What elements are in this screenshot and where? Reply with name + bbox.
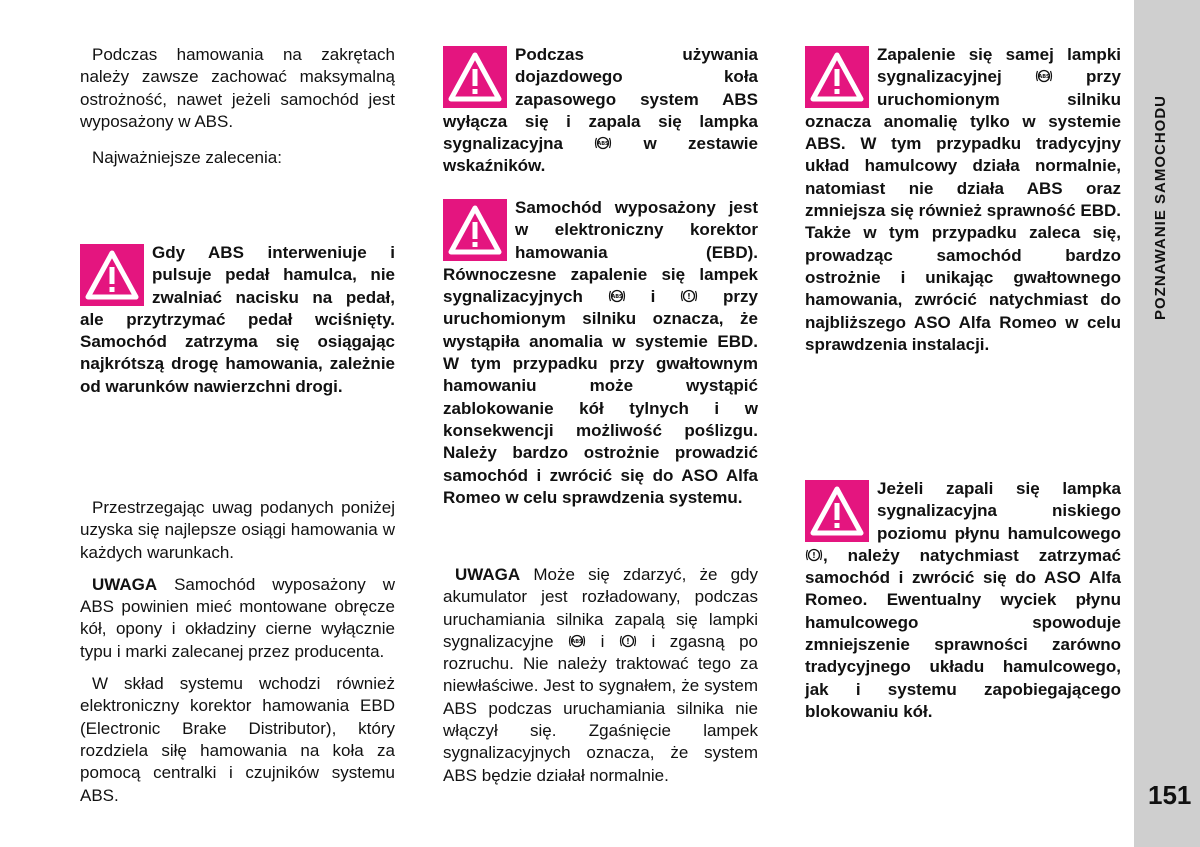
brake-indicator-icon [619, 633, 637, 649]
paragraph-ebd: W skład systemu wchodzi również elektroniczny korektor hamowania EBD (Electronic Brake Distributor), który rozdziela siłę hamowania na koła za pomocą centralki i czujników systemu ABS. [80, 674, 395, 805]
note-paragraph [80, 574, 395, 663]
column-1-lower [80, 497, 395, 807]
abs-indicator-icon [594, 135, 612, 151]
warning-text: Jeżeli zapali się lampka sygnalizacyjna niskiego poziomu płynu hamulcowego [877, 479, 1121, 543]
warning-abs-pedal [80, 242, 395, 398]
warning-text: Podczas używania dojazdowego koła zapasowego system ABS wyłącza się i zapala się lampka sygnalizacyjna [443, 45, 758, 154]
section-title: POZNAWANIE SAMOCHODU [1152, 94, 1169, 320]
paragraph-observing-notes: Przestrzegając uwag podanych poniżej uzyska się najlepsze osiągi hamowania w każdych warunkach. [80, 498, 395, 562]
note-text-end: i zgasną po rozruchu. Nie należy traktować tego za niewłaściwe. Jest to sygnałem, że system ABS podczas uruchamiania silnika nie włączył się. Zgaśnięcie lampek sygnalizacyjnych oznacza, że system ABS będzie działał normalnie. [443, 631, 758, 785]
warning-text: Samochód wyposażony jest w elektroniczny korektor hamowania (EBD). Równoczesne zapalenie się lampek sygnalizacyjnych [443, 198, 758, 307]
brake-indicator-label: ! [687, 292, 691, 302]
warning-triangle-icon [443, 199, 507, 261]
page-number: 151 [1148, 780, 1192, 810]
warning-abs-only [805, 44, 1121, 356]
abs-indicator-icon [1035, 68, 1053, 84]
warning-text: Zapalenie się samej lampki sygnalizacyjnej [877, 45, 1121, 87]
paragraph-braking-in-turns: Podczas hamowania na zakrętach należy zawsze zachować maksymalną ostrożność, nawet jeżeli samochód jest wyposażony w ABS. [80, 45, 395, 131]
note-label: UWAGA [92, 574, 158, 594]
brake-indicator-label: ! [626, 636, 630, 646]
warning-triangle-icon [805, 46, 869, 108]
abs-indicator-label: ABS [597, 141, 609, 148]
warning-text-end: przy uruchomionym silniku oznacza, że wystąpiła anomalia w systemie EBD. W tym przypadku przy gwałtownym hamowaniu może wystąpić zablokowanie kół tylnych i w konsekwencji możliwość poślizgu. Należy bardzo ostrożnie prowadzić samochód i zwrócić się do ASO Alfa Romeo w celu sprawdzenia systemu. [443, 287, 758, 507]
warning-text-end: przy uruchomionym silniku oznacza anomalię tylko w systemie ABS. W tym przypadku tradycyjny układ hamulcowy działa normalnie, natomiast nie działa ABS oraz zmniejsza się również sprawność EBD. Także w tym przypadku zaleca się, prowadząc samochód bardzo ostrożnie i unikając gwałtownego hamowania, zwrócić natychmiast do najbliższego ASO Alfa Romeo w celu sprawdzenia instalacji. [805, 67, 1121, 354]
warning-ebd [443, 197, 758, 509]
abs-indicator-icon [568, 633, 586, 649]
column-1 [80, 44, 395, 169]
abs-indicator-label: ABS [571, 638, 583, 645]
warning-triangle-icon [80, 244, 144, 306]
warning-text-end: , należy natychmiast zatrzymać samochód i zwrócić się do ASO Alfa Romeo. Ewentualny wyciek płynu hamulcowego spowoduje zmniejszenie sprawności zarówno tradycyjnego układu hamulcowego, jak i systemu zapobiegającego blokowaniu kół. [805, 545, 1121, 721]
warning-text: Gdy ABS interweniuje i pulsuje pedał hamulca, nie zwalniać nacisku na pedał, ale przytrzymać pedał wciśnięty. Samochód zatrzyma się osiągając najkrótszą drogę hamowania, zależnie od warunków nawierzchni drogi. [80, 243, 395, 396]
warning-spare-wheel [443, 44, 758, 178]
note-label: UWAGA [455, 565, 521, 584]
note-text: Samochód wyposażony w ABS powinien mieć montowane obręcze kół, opony i okładziny cierne wyłącznie typu i marki zalecanej przez producenta. [80, 574, 395, 661]
note-text: Może się zdarzyć, że gdy akumulator jest rozładowany, podczas uruchamiania silnika zapalą się lampki sygnalizacyjne [443, 565, 758, 651]
abs-indicator-label: ABS [611, 294, 623, 301]
note-text-mid: i [586, 631, 619, 651]
abs-indicator-icon [608, 288, 626, 304]
warning-text-end: w zestawie wskaźników. [443, 134, 758, 176]
note-battery [443, 564, 758, 787]
warning-triangle-icon [443, 46, 507, 108]
brake-indicator-icon [805, 547, 823, 563]
paragraph-recommendations-heading: Najważniejsze zalecenia: [92, 148, 282, 168]
warning-brake-fluid [805, 478, 1121, 723]
brake-indicator-label: ! [812, 550, 816, 560]
abs-indicator-label: ABS [1038, 74, 1050, 81]
warning-triangle-icon [805, 480, 869, 542]
note-paragraph [443, 564, 758, 787]
brake-indicator-icon [680, 288, 698, 304]
warning-text-mid: i [625, 287, 681, 307]
